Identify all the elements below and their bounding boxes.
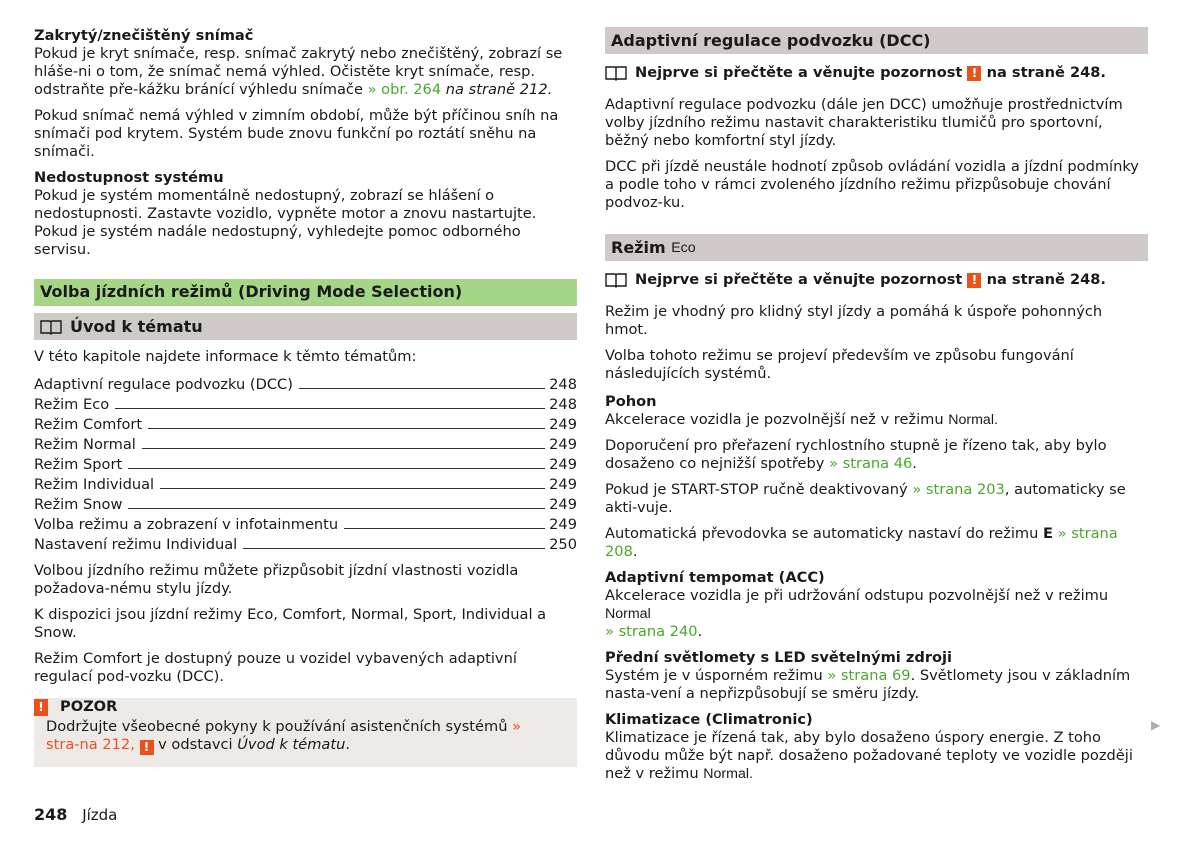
warning-body: Dodržujte všeobecné pokyny k používání asistenčních systémů » stra-na 212, ! v odstavci Úvod k tématu. — [46, 718, 522, 754]
link-obr-264[interactable]: » obr. 264 — [367, 81, 442, 98]
toc-leader — [115, 408, 545, 409]
toc-label: Volba režimu a zobrazení v infotainmentu — [34, 516, 339, 533]
pohon-paragraph-3: Pokud je START-STOP ručně deaktivovaný » strana 203, automaticky se akti-vuje. — [605, 481, 1126, 516]
book-icon — [605, 272, 627, 288]
eco-paragraph-2: Volba tohoto režimu se projeví především ve způsobu fungování následujících systémů. — [605, 347, 1074, 382]
paragraph-snow: Pokud snímač nemá výhled v zimním období, může být příčinou sníh na snímači pod krytem. Systém bude znovu funkční po roztátí sněhu na snímači. — [34, 107, 559, 160]
paragraph-comfort: Režim Comfort je dostupný pouze u vozidel vybavených adaptivní regulací pod-vozku (DCC). — [34, 650, 517, 685]
toc-label: Režim Sport — [34, 456, 123, 473]
toc-row[interactable] — [34, 474, 577, 494]
toc-page-number: 250 — [549, 536, 577, 553]
page-footer — [34, 806, 117, 824]
acc-title: Adaptivní tempomat (ACC) — [605, 569, 825, 586]
link-strana-46[interactable]: » strana 46 — [829, 455, 913, 472]
toc-page-number: 248 — [549, 376, 577, 393]
toc-page-number: 249 — [549, 476, 577, 493]
footer-section: Jízda — [82, 806, 118, 824]
section-title-sensor: Zakrytý/znečištěný snímač — [34, 27, 254, 44]
pohon-title: Pohon — [605, 393, 657, 410]
toc-page-number: 249 — [549, 456, 577, 473]
chapter-heading: Volba jízdních režimů (Driving Mode Selection) — [34, 279, 577, 306]
intro-heading: Úvod k tématu — [34, 313, 577, 340]
link-strana-203[interactable]: » strana 203 — [912, 481, 1005, 498]
toc-leader — [160, 488, 545, 489]
toc-label: Režim Eco — [34, 396, 110, 413]
warning-icon: ! — [140, 740, 154, 755]
toc-page-number: 248 — [549, 396, 577, 413]
led-paragraph: Systém je v úsporném režimu » strana 69. Světlomety jsou v základním nasta-vení a nepřizpůsobují se směru jízdy. — [605, 667, 1131, 702]
page-number: 248 — [34, 805, 68, 824]
warning-box — [34, 698, 577, 767]
paragraph-sensor: Pokud je kryt snímače, resp. snímač zakrytý nebo znečištěný, zobrazí se hláše-ni o tom, že snímač nemá výhled. Očistěte kryt snímače, resp. odstraňte pře-kážku bránící výhledu snímače » obr. 264 na straně 212. — [34, 45, 563, 98]
toc-row[interactable] — [34, 394, 577, 414]
toc-row[interactable] — [34, 514, 577, 534]
toc-leader — [142, 448, 545, 449]
led-title: Přední světlomety s LED světelnými zdroji — [605, 649, 953, 666]
toc-row[interactable] — [34, 434, 577, 454]
pohon-paragraph-4: Automatická převodovka se automaticky nastaví do režimu E » strana 208. — [605, 525, 1118, 560]
toc-leader — [128, 468, 545, 469]
toc-page-number: 249 — [549, 436, 577, 453]
link-strana-240[interactable]: » strana 240 — [605, 623, 698, 640]
warning-icon: ! — [967, 273, 981, 288]
paragraph-unavailable: Pokud je systém momentálně nedostupný, zobrazí se hlášení o nedostupnosti. Zastavte vozidlo, vypněte motor a znovu nastartujte. Pokud je systém nadále nedostupný, vyhledejte pomoc odborného servisu. — [34, 187, 537, 258]
klima-paragraph: Klimatizace je řízená tak, aby bylo dosaženo úspory energie. Z toho důvodu může být např. dosaženo požadované teploty ve vozidle později než v režimu Normal. — [605, 729, 1133, 782]
warning-icon: ! — [34, 699, 48, 716]
link-strana-69[interactable]: » strana 69 — [827, 667, 911, 684]
dcc-paragraph-1: Adaptivní regulace podvozku (dále jen DCC) umožňuje prostřednictvím volby jízdního režimu nastavit charakteristiku tlumičů pro sportovní, běžný nebo komfortní styl jízdy. — [605, 96, 1123, 149]
note-line: Nejprve si přečtěte a věnujte pozornost ! na straně 248. — [605, 271, 1148, 289]
toc-row[interactable] — [34, 454, 577, 474]
toc-leader — [243, 548, 545, 549]
toc-leader — [128, 508, 545, 509]
toc-row[interactable] — [34, 414, 577, 434]
book-icon — [605, 65, 627, 81]
toc-row[interactable] — [34, 374, 577, 394]
pohon-paragraph-1: Akcelerace vozidla je pozvolnější než v režimu Normal. — [605, 411, 998, 428]
dcc-paragraph-2: DCC při jízdě neustále hodnotí způsob ovládání vozidla a jízdní podmínky a podle toho v rámci zvoleného jízdního režimu přizpůsobuje chování podvoz-ku. — [605, 158, 1139, 211]
klima-title: Klimatizace (Climatronic) — [605, 711, 813, 728]
toc-label: Adaptivní regulace podvozku (DCC) — [34, 376, 293, 393]
toc-leader — [344, 528, 545, 529]
toc-label: Režim Normal — [34, 436, 136, 453]
toc-leader — [299, 388, 545, 389]
toc-list — [34, 374, 577, 554]
eco-paragraph-1: Režim je vhodný pro klidný styl jízdy a pomáhá k úspoře pohonných hmot. — [605, 303, 1103, 338]
eco-heading: Režim Eco — [605, 234, 1148, 261]
link-strana-208[interactable]: » strana 208 — [605, 525, 1118, 560]
right-column — [605, 27, 1148, 791]
continue-arrow-icon: ▶ — [1151, 718, 1161, 732]
toc-label: Režim Comfort — [34, 416, 143, 433]
link-strana-212[interactable]: » stra-na 212, — [46, 718, 522, 753]
toc-leader — [148, 428, 545, 429]
warning-icon: ! — [967, 66, 981, 81]
toc-page-number: 249 — [549, 416, 577, 433]
book-icon — [40, 319, 62, 335]
paragraph-volbou: Volbou jízdního režimu můžete přizpůsobit jízdní vlastnosti vozidla požadova-nému stylu jízdy. — [34, 562, 519, 597]
pohon-paragraph-2: Doporučení pro přeřazení rychlostního stupně je řízeno tak, aby bylo dosaženo co nejnižší spotřeby » strana 46. — [605, 437, 1107, 472]
intro-text: V této kapitole najdete informace k těmto tématům: — [34, 348, 417, 365]
dcc-heading: Adaptivní regulace podvozku (DCC) — [605, 27, 1148, 54]
toc-page-number: 249 — [549, 516, 577, 533]
toc-page-number: 249 — [549, 496, 577, 513]
toc-label: Nastavení režimu Individual — [34, 536, 238, 553]
toc-label: Režim Individual — [34, 476, 155, 493]
toc-row[interactable] — [34, 534, 577, 554]
warning-title: POZOR — [60, 698, 118, 715]
acc-paragraph: Akcelerace vozidla je při udržování odstupu pozvolnější než v režimu Normal » strana 240. — [605, 587, 1109, 640]
toc-label: Režim Snow — [34, 496, 123, 513]
toc-row[interactable] — [34, 494, 577, 514]
left-column — [34, 27, 577, 767]
section-title-unavailable: Nedostupnost systému — [34, 169, 224, 186]
note-line: Nejprve si přečtěte a věnujte pozornost ! na straně 248. — [605, 64, 1148, 82]
paragraph-dispozici: K dispozici jsou jízdní režimy Eco, Comfort, Normal, Sport, Individual a Snow. — [34, 606, 547, 641]
